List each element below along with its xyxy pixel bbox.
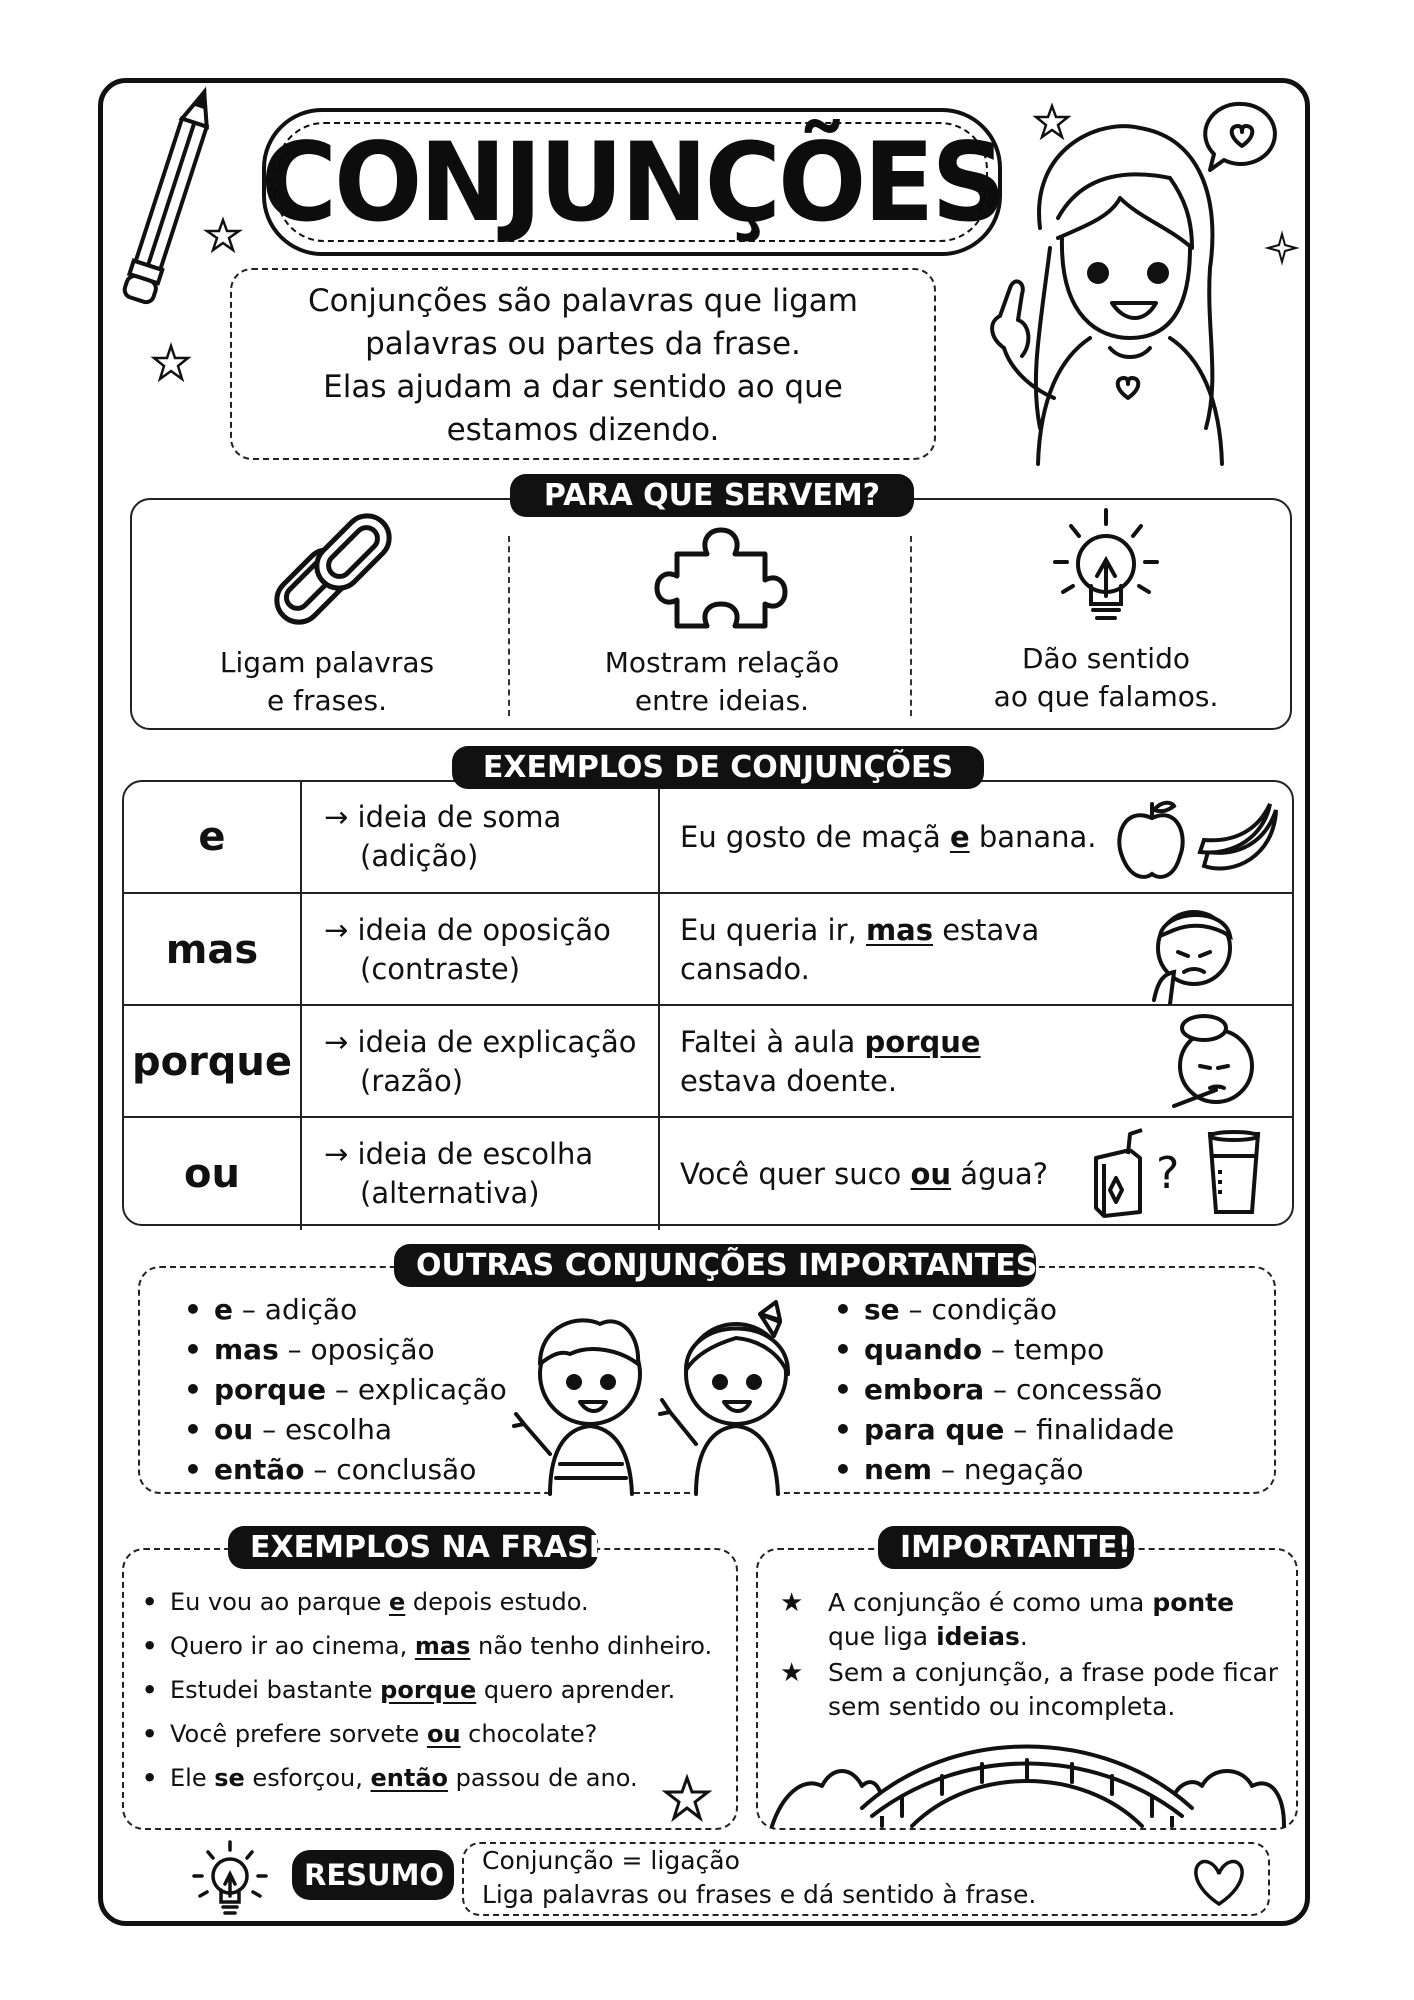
keyword: e [388,1588,406,1616]
table-row [124,782,1292,892]
list-item [138,1668,712,1712]
list-item [138,1624,712,1668]
summary-label: RESUMO [292,1850,454,1900]
sentence-text: estava cansado. [680,913,1040,986]
sentence-text: Faltei à aula [680,1025,865,1059]
conjunction-word: mas [124,894,302,1006]
idea-cell [302,1118,660,1230]
sick-boy-icon [1154,1010,1264,1114]
purpose-text: e frases. [267,684,387,717]
table-row [124,892,1292,1006]
conjunction-word: porque [124,1006,302,1118]
conjunction-list-left [180,1290,507,1490]
purpose-text: entre ideias. [634,684,810,717]
sentence-text: banana. [969,819,1097,854]
conjunction-word: então [214,1453,305,1486]
list-item [180,1450,507,1490]
meaning: – finalidade [1004,1413,1175,1446]
keyword: então [370,1764,449,1792]
arrow: → [324,1137,349,1171]
sentence-text: Eu vou ao parque [170,1588,389,1616]
sentence-text: não tenho dinheiro. [470,1632,713,1660]
conjunction-word: e [124,782,302,892]
list-item [180,1370,507,1410]
list-item [830,1370,1174,1410]
intro-box [230,268,936,460]
important-list [780,1586,1280,1726]
section-heading: PARA QUE SERVEM? [510,474,914,517]
idea-text: (contraste) [360,952,521,986]
important-text: A conjunção é como uma [828,1588,1153,1617]
section-heading: OUTRAS CONJUNÇÕES IMPORTANTES [394,1244,1036,1287]
list-item [830,1410,1174,1450]
idea-text: ideia de soma [357,800,562,834]
summary-text: Liga palavras ou frases e dá sentido à frase. [482,1880,1037,1909]
keyword: porque [380,1676,477,1704]
sentence-text: Ele [170,1764,215,1792]
lightbulb-icon [1041,506,1171,630]
keyword: ideias [936,1622,1020,1651]
keyword: mas [414,1632,471,1660]
conjunction-word: ou [124,1118,302,1230]
question-mark: ? [1156,1148,1180,1199]
heart-icon [1192,1858,1246,1908]
divider [910,536,912,716]
sentence-text: Estudei bastante [170,1676,381,1704]
sentence-text: Você prefere sorvete [170,1720,427,1748]
juice-box-icon [1090,1128,1146,1218]
girl-pointing-illustration [970,98,1290,464]
meaning: – conclusão [304,1453,477,1486]
section-heading: EXEMPLOS NA FRASE [228,1526,598,1569]
meaning: – escolha [253,1413,392,1446]
list-item [138,1580,712,1624]
idea-text: (razão) [360,1064,464,1098]
section-heading: EXEMPLOS DE CONJUNÇÕES [452,746,984,789]
sentence-text: Eu gosto de maçã [680,819,950,854]
arrow: → [324,913,349,947]
sentence-text: depois estudo. [405,1588,589,1616]
idea-cell [302,1006,660,1118]
other-conjunctions-box [138,1266,1276,1494]
sentence-examples-box [122,1548,738,1830]
list-item [180,1330,507,1370]
conjunction-word: mas [214,1333,279,1366]
keyword: ou [910,1156,952,1191]
meaning: – concessão [984,1373,1163,1406]
sentence-text: passou de ano. [448,1764,638,1792]
important-text: . [1019,1622,1028,1651]
intro-line: palavras ou partes da frase. [365,326,801,362]
intro-line: Conjunções são palavras que ligam [308,283,858,319]
conjunction-word: ou [214,1413,254,1446]
purpose-item [522,500,922,728]
purpose-text: ao que falamos. [993,680,1219,713]
examples-table [122,780,1294,1226]
sentence-list [138,1580,712,1800]
purpose-text: Ligam palavras [219,646,435,679]
conjunction-word: quando [864,1333,983,1366]
keyword: porque [864,1025,981,1059]
keyword: e [949,819,970,854]
sentence-text: Eu queria ir, [680,913,866,947]
meaning: – oposição [278,1333,435,1366]
star-icon [206,218,240,252]
important-text: Sem a conjunção, a frase pode ficar sem sentido ou incompleta. [828,1658,1279,1721]
conjunction-word: e [214,1293,233,1326]
list-item [780,1586,1280,1654]
divider [508,536,510,716]
sentence-text: estava doente. [680,1064,898,1098]
kids-waving-illustration [510,1294,820,1494]
purpose-item [132,500,522,728]
list-item [180,1290,507,1330]
important-box [756,1548,1298,1830]
meaning: – condição [899,1293,1057,1326]
sentence-text: esforçou, [244,1764,371,1792]
idea-cell [302,782,660,892]
sentence-text: chocolate? [460,1720,598,1748]
arrow: → [324,1025,349,1059]
purpose-item [922,500,1290,728]
intro-line: Elas ajudam a dar sentido ao que [323,369,843,405]
keyword: se [214,1764,245,1792]
table-row [124,1116,1292,1230]
idea-text: ideia de explicação [357,1025,637,1059]
meaning: – adição [233,1293,358,1326]
conjunction-word: para que [864,1413,1005,1446]
idea-text: ideia de escolha [357,1137,594,1171]
keyword: ou [426,1720,461,1748]
sentence-text: Quero ir ao cinema, [170,1632,415,1660]
conjunction-list-right [830,1290,1174,1490]
keyword: mas [865,913,933,947]
conjunction-word: nem [864,1453,933,1486]
pencil-icon [110,108,220,318]
page-title: CONJUNÇÕES [260,117,1004,247]
bridge-illustration [772,1736,1284,1830]
list-item [138,1712,712,1756]
intro-line: estamos dizendo. [446,412,720,448]
sentence-text: água? [951,1156,1049,1191]
idea-cell [302,894,660,1006]
tired-boy-icon [1134,900,1254,1004]
list-item [138,1756,712,1800]
table-row [124,1004,1292,1118]
puzzle-piece-icon [657,514,787,634]
star-icon [664,1776,710,1820]
chain-link-icon [257,514,397,634]
idea-text: (alternativa) [360,1176,540,1210]
idea-text: ideia de oposição [357,913,611,947]
purpose-text: Mostram relação [604,646,840,679]
summary-text: Conjunção = ligação [482,1846,740,1875]
arrow: → [324,800,349,834]
list-item [180,1410,507,1450]
conjunction-word: se [864,1293,900,1326]
lightbulb-icon [188,1840,272,1920]
keyword: ponte [1152,1588,1235,1617]
summary-box [462,1842,1270,1916]
apple-banana-icon [1114,796,1284,880]
sentence-cell [660,1118,1296,1230]
sentence-text: quero aprender. [476,1676,676,1704]
purpose-box [130,498,1292,730]
meaning: – explicação [326,1373,507,1406]
sentence-text: Você quer suco [680,1156,911,1191]
meaning: – negação [932,1453,1084,1486]
title-banner [262,108,1002,256]
list-item [830,1450,1174,1490]
conjunction-word: porque [214,1373,327,1406]
meaning: – tempo [982,1333,1105,1366]
section-heading: IMPORTANTE! [878,1526,1134,1569]
water-glass-icon [1206,1130,1262,1216]
idea-text: (adição) [360,839,479,873]
list-item [830,1290,1174,1330]
list-item [830,1330,1174,1370]
purpose-text: Dão sentido [1022,642,1190,675]
conjunction-word: embora [864,1373,985,1406]
list-item [780,1656,1280,1724]
important-text: que liga [828,1622,937,1651]
star-icon [152,344,190,382]
